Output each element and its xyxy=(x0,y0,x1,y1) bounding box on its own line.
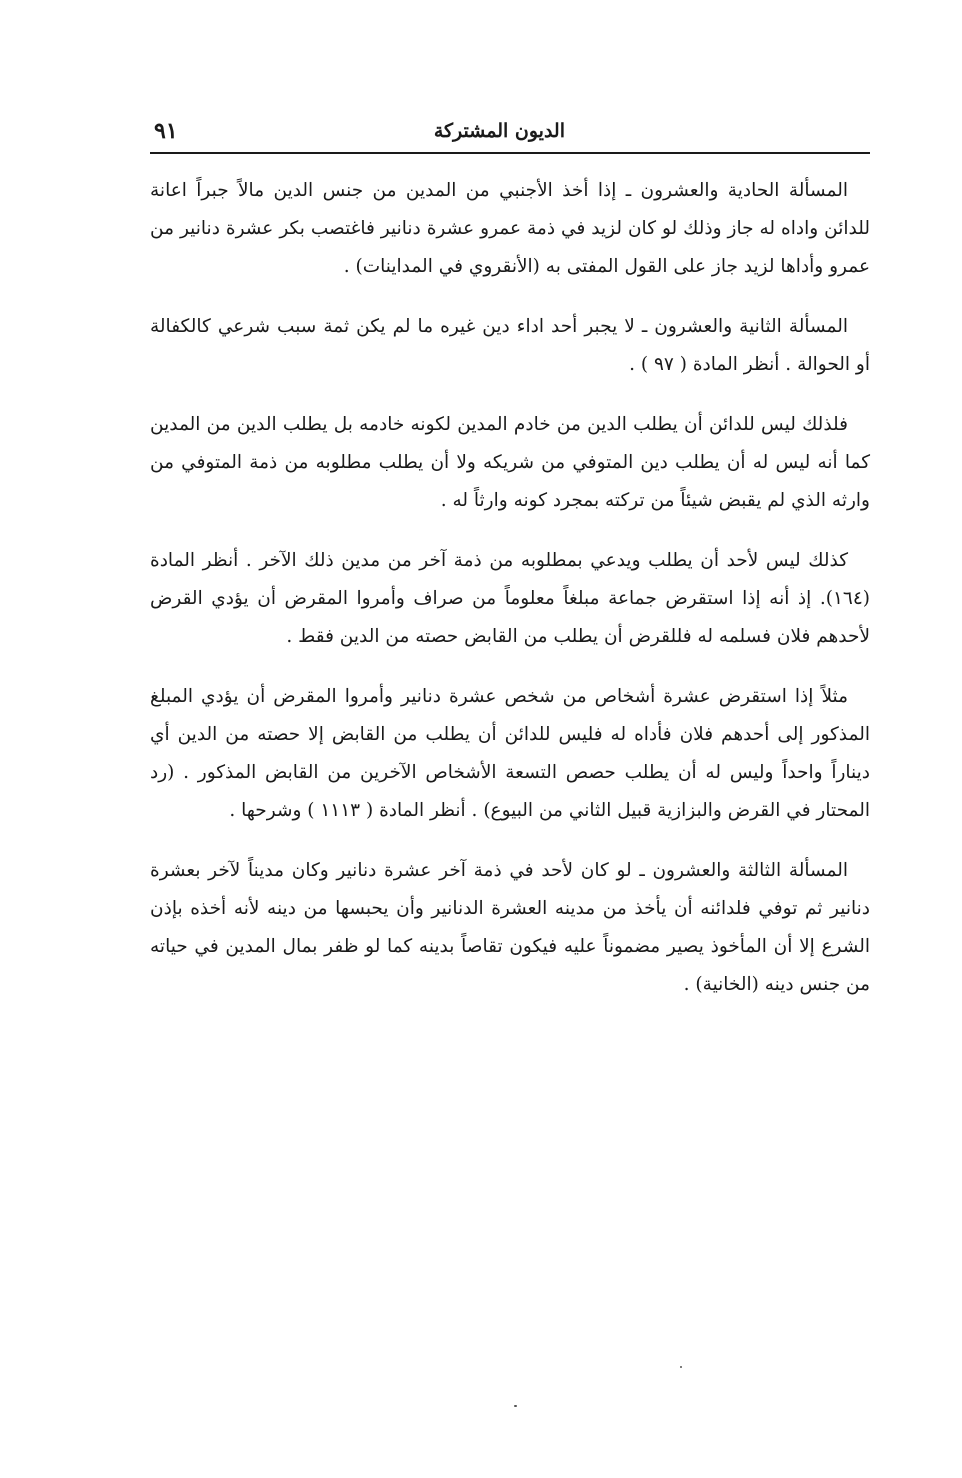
paragraph-article-21: المسألة الحادية والعشرون ـ إذا أخذ الأجنبي من المدين من جنس الدين مالاً جبراً اعانة للدائن واداه له جاز وذلك لو كان لزيد في ذمة عمرو عشرة دنانير فاغتصب بكر عشرة دنانير من عمرو وأداها لزيد جاز على القول المفتى به (الأنقروي في المداينات) . xyxy=(150,180,870,277)
scan-speck xyxy=(514,1405,517,1407)
page-header xyxy=(150,118,870,154)
paragraph-servant-of-debtor: فلذلك ليس للدائن أن يطلب الدين من خادم المدين لكونه خادمه بل يطلب الدين من المدين كما أنه ليس له أن يطلب دين المتوفي من شريكه ولا أن يطلب مطلوبه من ذمة المتوفي من وارثه الذي لم يقبض شيئاً من تركته بمجرد كونه وارثاً له . xyxy=(150,414,870,511)
page-number: ٩١ xyxy=(154,118,178,144)
paragraph-article-23: المسألة الثالثة والعشرون ـ لو كان لأحد في ذمة آخر عشرة دنانير وكان مديناً لآخر بعشرة دنانير ثم توفي فلدائنه أن يأخذ من مدينه العشرة الدنانير وأن يحبسها من دينه لأنه أخذه بإذن الشرع إلا أن المأخوذ يصير مضموناً عليه فيكون تقاصاً بدينه كما لو ظفر بمال المدين في حياته من جنس دينه (الخانية) . xyxy=(150,860,870,995)
paragraph-claim-from-others-debtor: كذلك ليس لأحد أن يطلب ويدعي بمطلوبه من ذمة آخر من مدين ذلك الآخر . أنظر المادة (١٦٤). إذ أنه إذا استقرض جماعة مبلغاً معلوماً من صراف وأمروا المقرض أن يؤدي القرض لأحدهم فلان فسلمه له فللقرض أن يطلب من القابض حصته من الدين فقط . xyxy=(150,550,870,647)
paragraph-example-ten-persons: مثلاً إذا استقرض عشرة أشخاص من شخص عشرة دنانير وأمروا المقرض أن يؤدي المبلغ المذكور إلى أحدهم فلان فأداه له فليس للدائن أن يطلب من القابض إلا حصته من الدين أي ديناراً واحداً وليس له أن يطلب حصص التسعة الأشخاص الآخرين من القابض المذكور . (رد المحتار في القرض والبزازية قبيل الثاني من البيوع) . أنظر المادة ( ١١١٣ ) وشرحها . xyxy=(150,686,870,821)
body-text xyxy=(150,172,870,1026)
header-rule xyxy=(150,152,870,154)
paragraph-article-22: المسألة الثانية والعشرون ـ لا يجبر أحد اداء دين غيره ما لم يكن ثمة سبب شرعي كالكفالة أو الحوالة . أنظر المادة ( ٩٧ ) . xyxy=(150,316,870,375)
scan-speck xyxy=(680,1366,682,1368)
running-title: الديون المشتركة xyxy=(433,120,565,142)
